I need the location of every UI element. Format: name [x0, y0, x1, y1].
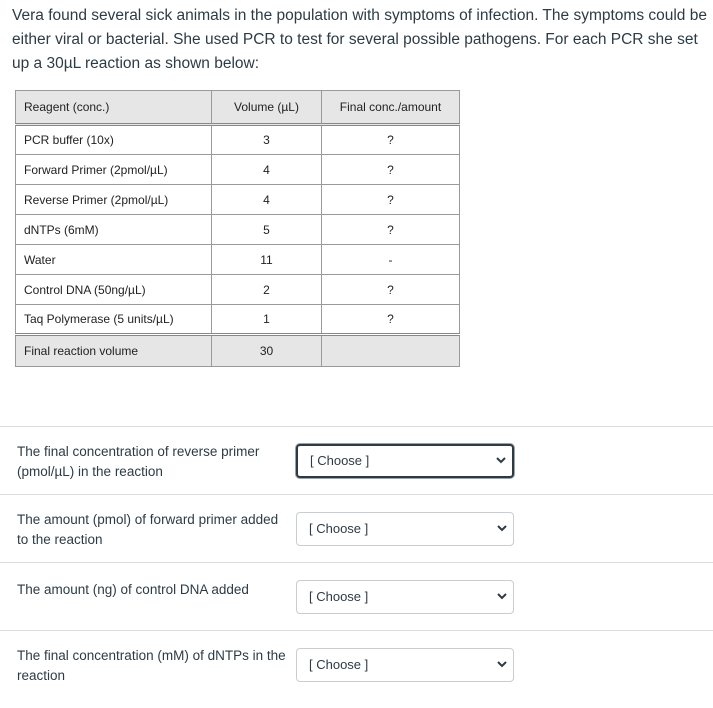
select-value: [ Choose ]: [309, 657, 369, 672]
volume-cell: 3: [212, 125, 322, 155]
volume-cell: 4: [212, 185, 322, 215]
final-volume-row: [16, 335, 460, 367]
select-value: [ Choose ]: [309, 589, 369, 604]
chevron-down-icon: [497, 591, 507, 601]
chevron-down-icon: [496, 455, 506, 465]
answer-select[interactable]: [296, 648, 514, 682]
reagent-cell: Control DNA (50ng/µL): [16, 275, 212, 305]
question-text: The amount (pmol) of forward primer added to the reaction: [17, 512, 279, 547]
final-cell: ?: [322, 185, 460, 215]
volume-cell: 4: [212, 155, 322, 185]
header-final-conc: Final conc./amount: [322, 91, 460, 125]
final-cell: ?: [322, 275, 460, 305]
answer-select[interactable]: [296, 444, 514, 478]
volume-cell: 2: [212, 275, 322, 305]
question-text: The amount (ng) of control DNA added: [17, 582, 249, 597]
question-row: [0, 426, 713, 494]
volume-cell: 5: [212, 215, 322, 245]
reagent-cell: Final reaction volume: [16, 335, 212, 367]
reagent-cell: Taq Polymerase (5 units/µL): [16, 305, 212, 335]
reagent-cell: Water: [16, 245, 212, 275]
final-cell: -: [322, 245, 460, 275]
table-row: [16, 155, 460, 185]
final-cell: ?: [322, 215, 460, 245]
chevron-down-icon: [497, 659, 507, 669]
table-row: [16, 185, 460, 215]
intro-paragraph: Vera found several sick animals in the population with symptoms of infection. The symptoms could be either viral or bacterial. She used PCR to test for several possible pathogens. For each PCR she set up a 30µL reaction as shown below:: [12, 7, 707, 72]
question-text: The final concentration (mM) of dNTPs in the reaction: [17, 648, 286, 683]
table-row: [16, 305, 460, 335]
header-reagent: Reagent (conc.): [16, 91, 212, 125]
question-row: [0, 494, 713, 562]
chevron-down-icon: [497, 523, 507, 533]
select-value: [ Choose ]: [309, 521, 369, 536]
volume-cell: 30: [212, 335, 322, 367]
question-row: [0, 630, 713, 698]
final-cell: [322, 335, 460, 367]
question-text: The final concentration of reverse primer (pmol/µL) in the reaction: [17, 444, 260, 479]
answer-select[interactable]: [296, 512, 514, 546]
table-row: [16, 275, 460, 305]
table-row: [16, 245, 460, 275]
final-cell: ?: [322, 125, 460, 155]
select-value: [ Choose ]: [310, 453, 370, 468]
volume-cell: 1: [212, 305, 322, 335]
table-row: [16, 215, 460, 245]
reagent-cell: dNTPs (6mM): [16, 215, 212, 245]
header-volume: Volume (µL): [212, 91, 322, 125]
volume-cell: 11: [212, 245, 322, 275]
reagent-cell: Reverse Primer (2pmol/µL): [16, 185, 212, 215]
final-cell: ?: [322, 155, 460, 185]
final-cell: ?: [322, 305, 460, 335]
reagent-table: [15, 90, 460, 367]
table-header-row: [16, 91, 460, 125]
reagent-cell: PCR buffer (10x): [16, 125, 212, 155]
question-row: [0, 562, 713, 630]
question-list: [0, 426, 713, 698]
table-row: [16, 125, 460, 155]
reagent-cell: Forward Primer (2pmol/µL): [16, 155, 212, 185]
answer-select[interactable]: [296, 580, 514, 614]
